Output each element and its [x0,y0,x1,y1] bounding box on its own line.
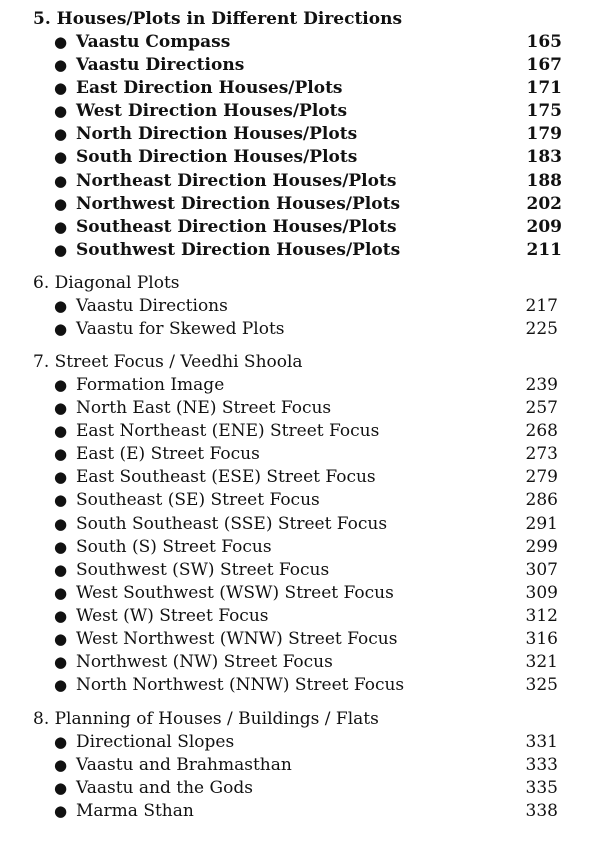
toc-entry [0,651,600,674]
entry-title: Vaastu and Brahmasthan [76,755,292,776]
toc-section-7 [0,351,600,697]
toc-entry [0,397,600,420]
entry-page-number: 333 [525,755,558,776]
bullet-icon: ● [54,779,68,798]
entry-page-number: 225 [525,319,558,340]
entry-title: North East (NE) Street Focus [76,398,332,419]
toc-section-5 [0,8,600,262]
entry-title: Southeast (SE) Street Focus [76,490,320,511]
entry-title: Vaastu and the Gods [76,778,253,799]
entry-title: West (W) Street Focus [76,605,269,626]
entry-title: Northeast Direction Houses/Plots [76,170,397,191]
entry-title: Formation Image [76,375,225,395]
section-heading: 7. Street Focus / Veedhi Shoola [33,352,303,372]
entry-title: East Northeast (ENE) Street Focus [76,421,380,442]
toc-entry [0,216,600,239]
toc-entry [0,239,600,262]
entry-page-number: 188 [526,170,562,191]
bullet-icon: ● [54,102,68,121]
entry-page-number: 335 [525,778,558,799]
entry-title: South (S) Street Focus [76,536,272,557]
entry-page-number: 165 [526,32,562,52]
entry-page-number: 321 [525,652,558,673]
bullet-icon: ● [54,445,68,464]
entry-page-number: 179 [526,124,562,145]
bullet-icon: ● [54,756,68,775]
toc-entry [0,374,600,397]
entry-page-number: 211 [526,239,562,260]
entry-title: Northwest (NW) Street Focus [76,652,333,673]
entry-title: West Northwest (WNW) Street Focus [76,629,398,650]
bullet-icon: ● [54,630,68,649]
entry-page-number: 183 [526,147,562,168]
entry-page-number: 167 [526,55,562,76]
entry-page-number: 307 [525,559,558,580]
entry-page-number: 331 [525,732,558,752]
bullet-icon: ● [54,676,68,695]
entry-page-number: 268 [525,421,558,442]
toc-entry [0,54,600,77]
bullet-icon: ● [54,802,68,821]
toc-entry [0,193,600,216]
toc-entry [0,420,600,443]
entry-page-number: 299 [525,536,558,557]
entry-title: Vaastu for Skewed Plots [76,319,285,340]
toc-entry [0,170,600,193]
entry-page-number: 273 [525,444,558,465]
bullet-icon: ● [54,583,68,602]
entry-title: Vaastu Directions [76,55,245,76]
toc-entry [0,146,600,169]
toc-entry [0,489,600,512]
entry-title: West Direction Houses/Plots [76,101,348,122]
bullet-icon: ● [54,537,68,556]
bullet-icon: ● [54,33,68,51]
bullet-icon: ● [54,320,68,339]
toc-entry [0,123,600,146]
entry-title: South Southeast (SSE) Street Focus [76,513,388,534]
toc-entry [0,605,600,628]
bullet-icon: ● [54,79,68,98]
entry-title: North Direction Houses/Plots [76,124,358,145]
entry-page-number: 309 [525,582,558,603]
bullet-icon: ● [54,560,68,579]
entry-title: West Southwest (WSW) Street Focus [76,582,394,603]
entry-title: East (E) Street Focus [76,444,260,465]
entry-title: Northwest Direction Houses/Plots [76,193,401,214]
toc-entry [0,754,600,777]
section-heading: 6. Diagonal Plots [33,273,180,293]
entry-page-number: 175 [526,101,562,122]
toc-entry [0,513,600,536]
toc-entry [0,100,600,123]
entry-page-number: 325 [525,675,558,696]
bullet-icon: ● [54,240,68,259]
toc-entry [0,31,600,54]
toc-entry [0,318,600,341]
entry-title: Marma Sthan [76,801,194,822]
toc-entry [0,77,600,100]
bullet-icon: ● [54,217,68,236]
bullet-icon: ● [54,125,68,144]
entry-page-number: 209 [526,216,562,237]
entry-page-number: 217 [525,296,558,316]
entry-title: South Direction Houses/Plots [76,147,358,168]
entry-page-number: 338 [525,801,558,822]
entry-title: Vaastu Directions [76,296,228,316]
bullet-icon: ● [54,468,68,487]
toc-entry [0,800,600,823]
toc-entry [0,777,600,800]
entry-page-number: 279 [525,467,558,488]
entry-title: Vaastu Compass [76,32,231,52]
bullet-icon: ● [54,653,68,672]
entry-title: Southwest Direction Houses/Plots [76,239,401,260]
bullet-icon: ● [54,399,68,418]
entry-page-number: 239 [525,375,558,395]
entry-title: Southwest (SW) Street Focus [76,559,330,580]
entry-page-number: 316 [525,629,558,650]
bullet-icon: ● [54,56,68,75]
toc-entry [0,466,600,489]
entry-page-number: 171 [526,78,562,99]
entry-title: North Northwest (NNW) Street Focus [76,675,405,696]
entry-page-number: 202 [526,193,562,214]
bullet-icon: ● [54,606,68,625]
entry-page-number: 286 [525,490,558,511]
toc-entry [0,443,600,466]
entry-page-number: 291 [525,513,558,534]
bullet-icon: ● [54,297,68,315]
bullet-icon: ● [54,148,68,167]
entry-title: East Southeast (ESE) Street Focus [76,467,376,488]
bullet-icon: ● [54,733,68,751]
bullet-icon: ● [54,194,68,213]
toc-entry [0,536,600,559]
toc-entry [0,628,600,651]
bullet-icon: ● [54,491,68,510]
toc-entry [0,674,600,697]
toc-entry [0,559,600,582]
entry-title: Directional Slopes [76,732,235,752]
bullet-icon: ● [54,171,68,190]
bullet-icon: ● [54,376,68,394]
section-heading: 8. Planning of Houses / Buildings / Flats [33,709,379,729]
entry-title: Southeast Direction Houses/Plots [76,216,397,237]
entry-page-number: 312 [525,605,558,626]
entry-page-number: 257 [525,398,558,419]
toc-entry [0,295,600,318]
toc-entry [0,731,600,754]
entry-title: East Direction Houses/Plots [76,78,343,99]
bullet-icon: ● [54,514,68,533]
toc-section-6 [0,272,600,341]
toc-section-8 [0,708,600,823]
bullet-icon: ● [54,422,68,441]
section-heading: 5. Houses/Plots in Different Directions [33,9,403,29]
toc-entry [0,582,600,605]
